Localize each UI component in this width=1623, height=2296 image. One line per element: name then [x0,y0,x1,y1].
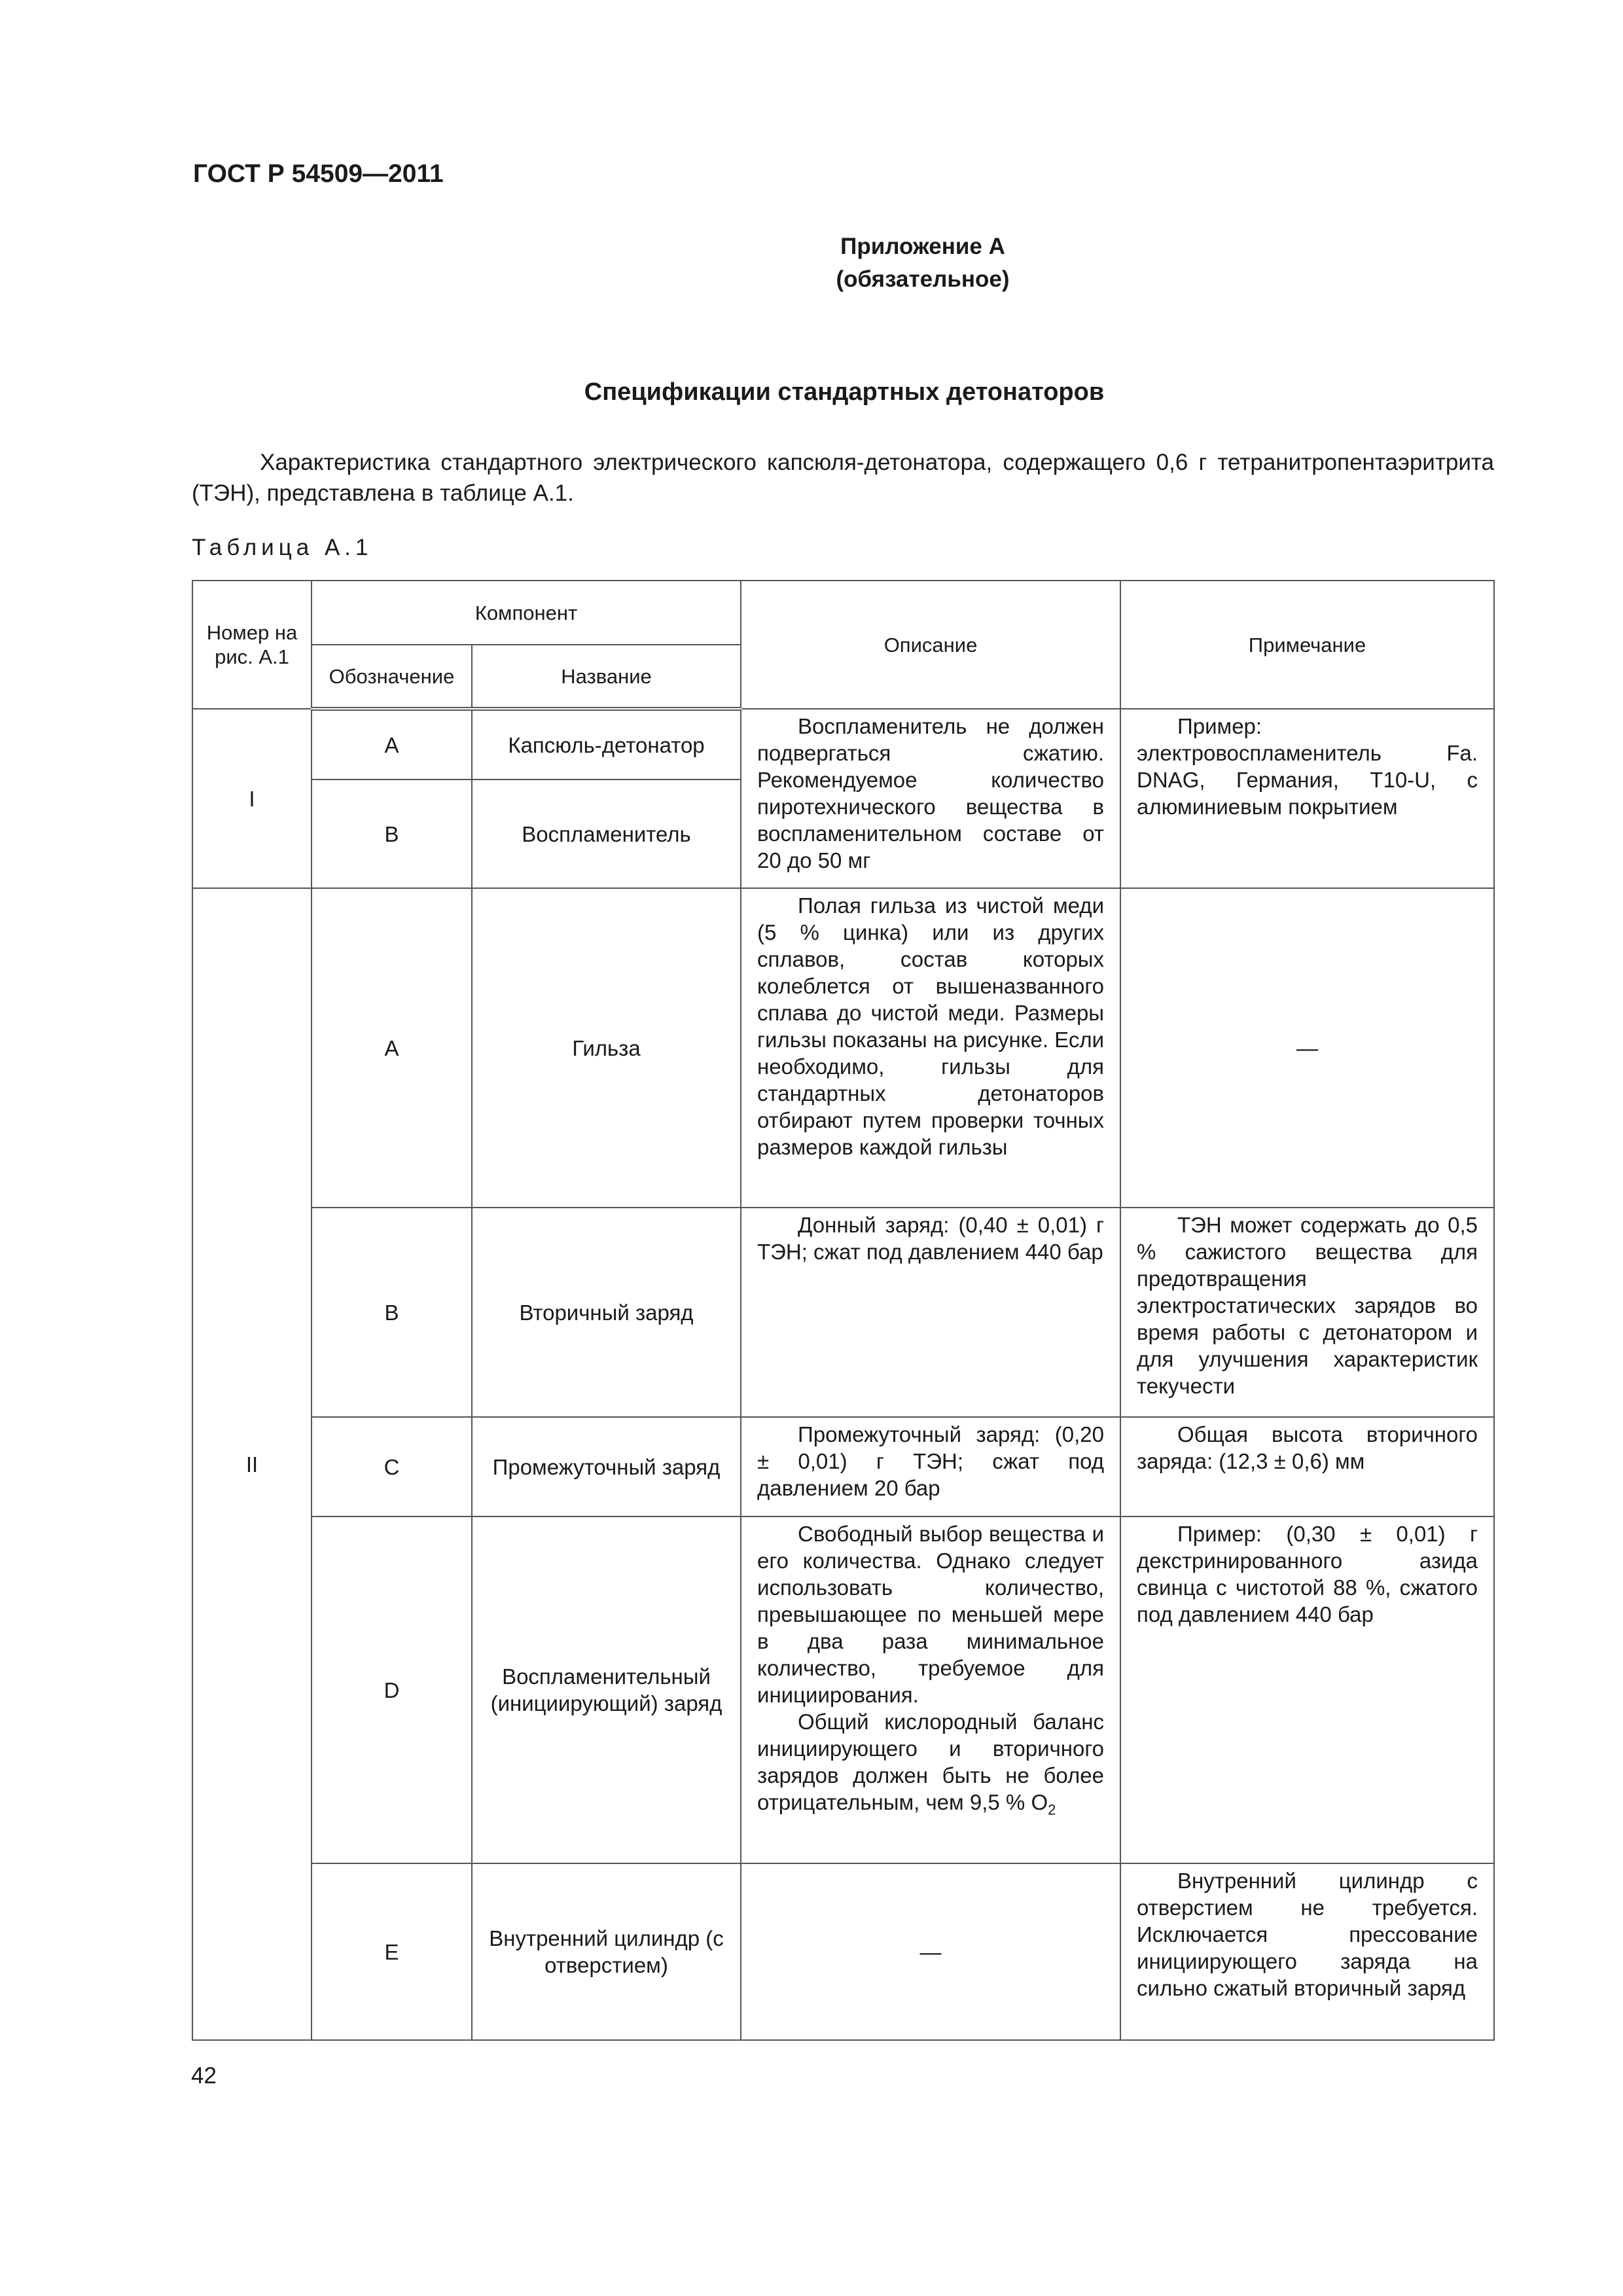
page-number: 42 [191,2063,217,2089]
subscript: 2 [1048,1801,1056,1818]
specification-table [192,580,1495,2041]
row-designation: C [312,1417,472,1516]
row-description: Воспламенитель не должен подвергаться сжатию. Рекомендуемое количество пиротехнического вещества в воспламенительном составе от 20 до 50 мг [741,709,1120,888]
header-note: Примечание [1120,581,1494,709]
row-name: Гильза [472,888,741,1208]
table-row [192,1516,1494,1863]
table-row [192,1417,1494,1516]
header-component: Компонент [312,581,741,645]
row-note: Внутренний цилиндр с отверстием не требуется. Исключается прессование инициирующего заряда на сильно сжатый вторичный заряд [1120,1863,1494,2040]
row-name: Промежуточный заряд [472,1417,741,1516]
header-name: Название [472,645,741,709]
row-name: Капсюль-детонатор [472,709,741,780]
header-description: Описание [741,581,1120,709]
row-designation: B [312,1208,472,1417]
row-description [741,1516,1120,1863]
row-name: Внутренний цилиндр (с отверстием) [472,1863,741,2040]
row-description: — [741,1863,1120,2040]
table-row [192,709,1494,780]
row-description: Донный заряд: (0,40 ± 0,01) г ТЭН; сжат под давлением 440 бар [741,1208,1120,1417]
header-number: Номер на рис. А.1 [192,581,312,709]
row-name: Воспламенительный (инициирующий) заряд [472,1516,741,1863]
section-title: Спецификации стандартных детонаторов [584,378,1105,406]
appendix-status: (обязательное) [836,266,1010,292]
row-note: Общая высота вторичного заряда: (12,3 ± 0,6) мм [1120,1417,1494,1516]
intro-paragraph: Характеристика стандартного электрического капсюля-детонатора, содержащего 0,6 г тетранитропентаэритрита (ТЭН), представлена в таблице А.1. [192,450,1494,506]
table-row [192,888,1494,1208]
row-description: Промежуточный заряд: (0,20 ± 0,01) г ТЭН; сжат под давлением 20 бар [741,1417,1120,1516]
header-designation: Обозначение [312,645,472,709]
appendix-label: Приложение А [840,234,1005,259]
row-designation: B [312,780,472,888]
row-designation: D [312,1516,472,1863]
row-name: Воспламенитель [472,780,741,888]
row-description: Полая гильза из чистой меди (5 % цинка) или из других сплавов, состав которых колеблется от вышеназванного сплава до чистой меди. Размеры гильзы показаны на рисунке. Если необходимо, гильзы для стандартных детонаторов отбирают путем проверки точных размеров каждой гильзы [741,888,1120,1208]
row-designation: A [312,888,472,1208]
description-paragraph [757,1708,1104,1823]
row-designation: E [312,1863,472,2040]
table-row [192,1208,1494,1417]
document-code: ГОСТ Р 54509—2011 [193,160,444,188]
row-note: ТЭН может содержать до 0,5 % сажистого вещества для предотвращения электростатических зарядов во время работы с детонатором и для улучшения характеристик текучести [1120,1208,1494,1417]
table-row [192,1863,1494,2040]
appendix-heading [0,230,1623,296]
row-number: I [192,709,312,888]
row-name: Вторичный заряд [472,1208,741,1417]
row-number: II [192,888,312,2040]
row-designation: A [312,709,472,780]
row-note: — [1120,888,1494,1208]
table-caption: Таблица А.1 [192,535,373,560]
row-note: Пример: (0,30 ± 0,01) г декстринированного азида свинца с чистотой 88 %, сжатого под давлением 440 бар [1120,1516,1494,1863]
description-paragraph: Свободный выбор вещества и его количества. Однако следует использовать количество, превышающее по меньшей мере в два раза минимальное количество, требуемое для инициирования. [757,1522,1105,1707]
row-note: Пример: электровоспламенитель Fa. DNAG, Германия, T10-U, с алюминиевым покрытием [1120,709,1494,888]
description-text: Общий кислородный баланс инициирующего и вторичного зарядов должен быть не более отрицательным, чем 9,5 % O [757,1710,1105,1814]
